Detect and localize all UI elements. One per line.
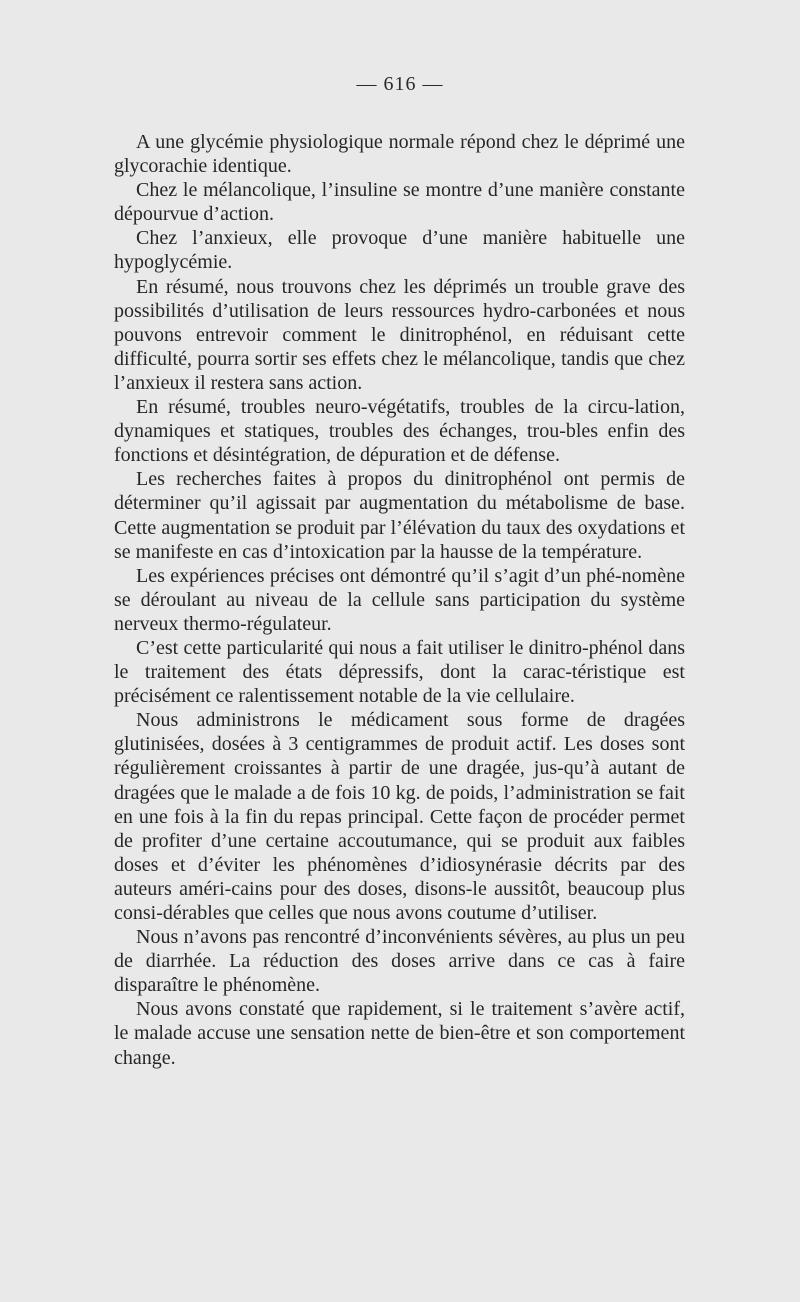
- page-number: — 616 —: [356, 73, 444, 95]
- paragraph: Nous administrons le médicament sous forme de dragées glutinisées, dosées à 3 centigrammes de produit actif. Les doses sont régulièrement croissantes à partir de une dragée, jus-qu’à autant de dragées que le malade a de fois 10 kg. de poids, l’administration se fait en une fois à la fin du repas principal. Cette façon de procéder permet de profiter d’une certaine accoutumance, qui se produit aux faibles doses et d’éviter les phénomènes d’idiosynérasie décrits par des auteurs améri-cains pour des doses, disons-le aussitôt, beaucoup plus consi-dérables que celles que nous avons coutume d’utiliser.: [114, 709, 685, 924]
- paragraph: A une glycémie physiologique normale répond chez le déprimé une glycorachie identique.: [114, 131, 685, 178]
- paragraph: Les expériences précises ont démontré qu’il s’agit d’un phé-nomène se déroulant au niveau de la cellule sans participation du système nerveux thermo-régulateur.: [114, 564, 685, 635]
- paragraph: En résumé, nous trouvons chez les déprimés un trouble grave des possibilités d’utilisation de leurs ressources hydro-carbonées et nous pouvons entrevoir comment le dinitrophénol, en réduisant cette difficulté, pourra sortir ses effets chez le mélancolique, tandis que chez l’anxieux il restera sans action.: [114, 275, 685, 394]
- paragraph: Chez le mélancolique, l’insuline se montre d’une manière constante dépourvue d’action.: [114, 179, 685, 226]
- paragraph: Les recherches faites à propos du dinitrophénol ont permis de déterminer qu’il agissait par augmentation du métabolisme de base. Cette augmentation se produit par l’élévation du taux des oxydations et se manifeste en cas d’intoxication par la hausse de la température.: [114, 468, 685, 563]
- paragraph: Nous n’avons pas rencontré d’inconvénients sévères, au plus un peu de diarrhée. La réduction des doses arrive dans ce cas à faire disparaître le phénomène.: [114, 926, 685, 997]
- paragraph: Chez l’anxieux, elle provoque d’une manière habituelle une hypoglycémie.: [114, 227, 685, 274]
- paragraph: Nous avons constaté que rapidement, si le traitement s’avère actif, le malade accuse une sensation nette de bien-être et son comportement change.: [114, 998, 685, 1069]
- paragraph: En résumé, troubles neuro-végétatifs, troubles de la circu-lation, dynamiques et statiques, troubles des échanges, trou-bles enfin des fonctions et désintégration, de dépuration et de défense.: [114, 396, 685, 467]
- paragraph: C’est cette particularité qui nous a fait utiliser le dinitro-phénol dans le traitement des états dépressifs, dont la carac-téristique est précisément ce ralentissement notable de la vie cellulaire.: [114, 636, 685, 708]
- body-text: [114, 130, 685, 1070]
